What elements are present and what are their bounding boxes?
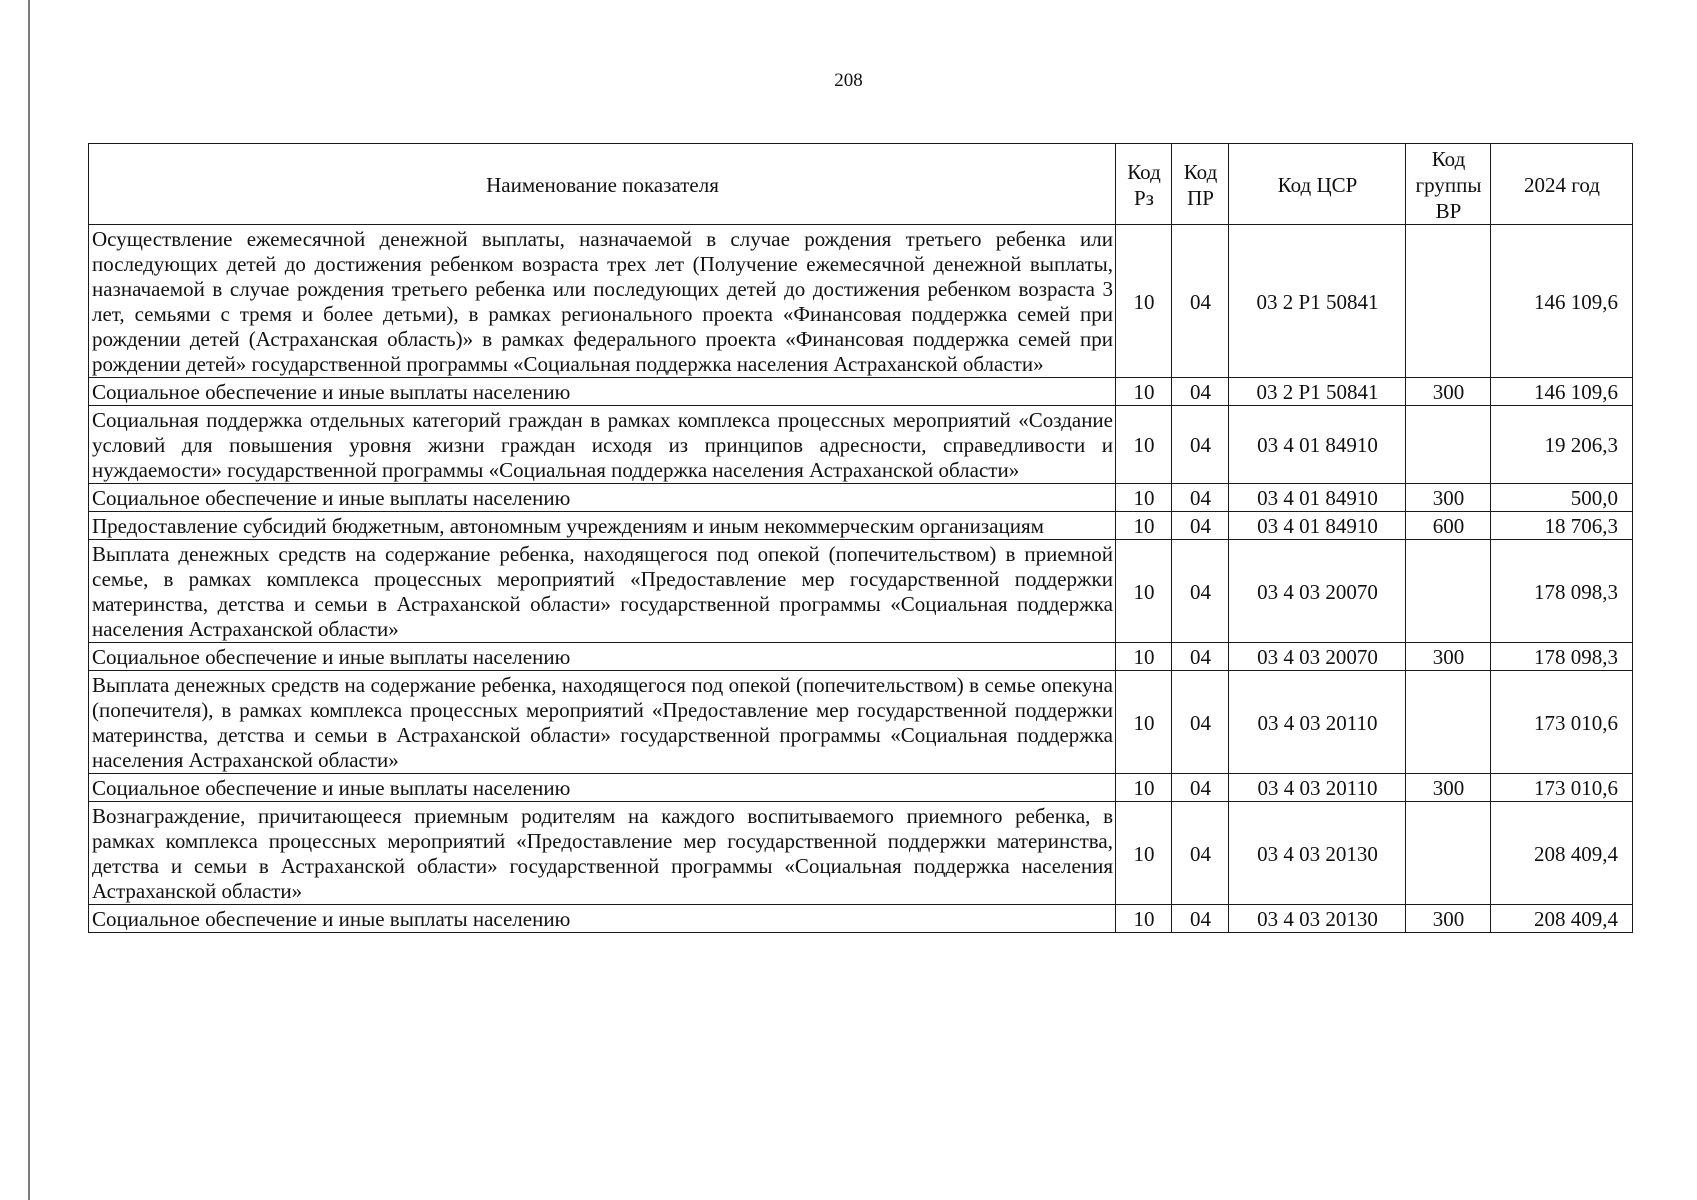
cell-pr: 04 [1172, 671, 1229, 774]
cell-csr: 03 2 Р1 50841 [1229, 378, 1406, 406]
cell-pr: 04 [1172, 540, 1229, 643]
cell-pr: 04 [1172, 802, 1229, 905]
table-row [89, 774, 1633, 802]
cell-amount: 208 409,4 [1491, 802, 1633, 905]
cell-pr: 04 [1172, 484, 1229, 512]
cell-vr [1406, 540, 1491, 643]
cell-name: Социальное обеспечение и иные выплаты населению [89, 484, 1116, 512]
table-row [89, 802, 1633, 905]
cell-amount: 500,0 [1491, 484, 1633, 512]
header-year: 2024 год [1491, 144, 1633, 225]
cell-rz: 10 [1116, 905, 1172, 933]
cell-csr: 03 2 Р1 50841 [1229, 225, 1406, 378]
page-number: 208 [834, 70, 863, 91]
cell-csr: 03 4 01 84910 [1229, 406, 1406, 484]
table-row [89, 378, 1633, 406]
cell-name: Выплата денежных средств на содержание ребенка, находящегося под опекой (попечительством) в семье опекуна (попечителя), в рамках комплекса процессных мероприятий «Предоставление мер государственной поддержки материнства, детства и семьи в Астраханской области» государственной программы «Социальная поддержка населения Астраханской области» [89, 671, 1116, 774]
cell-pr: 04 [1172, 905, 1229, 933]
cell-amount: 146 109,6 [1491, 378, 1633, 406]
cell-name: Социальное обеспечение и иные выплаты населению [89, 643, 1116, 671]
cell-rz: 10 [1116, 378, 1172, 406]
cell-csr: 03 4 01 84910 [1229, 484, 1406, 512]
header-name: Наименование показателя [89, 144, 1116, 225]
cell-pr: 04 [1172, 378, 1229, 406]
cell-pr: 04 [1172, 225, 1229, 378]
cell-rz: 10 [1116, 512, 1172, 540]
cell-rz: 10 [1116, 484, 1172, 512]
table-row [89, 671, 1633, 774]
header-vr: Код группы ВР [1406, 144, 1491, 225]
table-row [89, 540, 1633, 643]
cell-amount: 178 098,3 [1491, 540, 1633, 643]
cell-name: Социальное обеспечение и иные выплаты населению [89, 905, 1116, 933]
cell-amount: 146 109,6 [1491, 225, 1633, 378]
cell-amount: 178 098,3 [1491, 643, 1633, 671]
cell-vr: 600 [1406, 512, 1491, 540]
cell-name: Социальная поддержка отдельных категорий граждан в рамках комплекса процессных мероприятий «Создание условий для повышения уровня жизни граждан исходя из принципов адресности, справедливости и нуждаемости» государственной программы «Социальная поддержка населения Астраханской области» [89, 406, 1116, 484]
header-csr: Код ЦСР [1229, 144, 1406, 225]
header-pr: Код ПР [1172, 144, 1229, 225]
scan-left-edge-line [28, 0, 30, 1200]
cell-amount: 208 409,4 [1491, 905, 1633, 933]
cell-name: Социальное обеспечение и иные выплаты населению [89, 378, 1116, 406]
cell-csr: 03 4 01 84910 [1229, 512, 1406, 540]
cell-vr [1406, 406, 1491, 484]
cell-rz: 10 [1116, 802, 1172, 905]
cell-amount: 173 010,6 [1491, 774, 1633, 802]
cell-pr: 04 [1172, 643, 1229, 671]
cell-amount: 18 706,3 [1491, 512, 1633, 540]
cell-name: Вознаграждение, причитающееся приемным родителям на каждого воспитываемого приемного ребенка, в рамках комплекса процессных мероприятий «Предоставление мер государственной поддержки материнства, детства и семьи в Астраханской области» государственной программы «Социальная поддержка населения Астраханской области» [89, 802, 1116, 905]
cell-csr: 03 4 03 20110 [1229, 671, 1406, 774]
cell-name: Социальное обеспечение и иные выплаты населению [89, 774, 1116, 802]
cell-vr: 300 [1406, 378, 1491, 406]
cell-pr: 04 [1172, 406, 1229, 484]
header-rz: Код Рз [1116, 144, 1172, 225]
table-header-row [89, 144, 1633, 225]
cell-csr: 03 4 03 20110 [1229, 774, 1406, 802]
table-row [89, 484, 1633, 512]
cell-vr [1406, 671, 1491, 774]
cell-name: Выплата денежных средств на содержание ребенка, находящегося под опекой (попечительством) в приемной семье, в рамках комплекса процессных мероприятий «Предоставление мер государственной поддержки материнства, детства и семьи в Астраханской области» государственной программы «Социальная поддержка населения Астраханской области» [89, 540, 1116, 643]
cell-amount: 173 010,6 [1491, 671, 1633, 774]
cell-csr: 03 4 03 20070 [1229, 643, 1406, 671]
table-row [89, 225, 1633, 378]
cell-rz: 10 [1116, 225, 1172, 378]
cell-csr: 03 4 03 20130 [1229, 905, 1406, 933]
cell-rz: 10 [1116, 406, 1172, 484]
cell-vr: 300 [1406, 484, 1491, 512]
table-row [89, 406, 1633, 484]
cell-vr: 300 [1406, 774, 1491, 802]
cell-amount: 19 206,3 [1491, 406, 1633, 484]
budget-table [88, 143, 1633, 933]
cell-vr [1406, 225, 1491, 378]
cell-name: Осуществление ежемесячной денежной выплаты, назначаемой в случае рождения третьего ребенка или последующих детей до достижения ребенком возраста трех лет (Получение ежемесячной денежной выплаты, назначаемой в случае рождения третьего ребенка или последующих детей до достижения ребенком возраста 3 лет, семьями с тремя и более детьми), в рамках регионального проекта «Финансовая поддержка семей при рождении детей (Астраханская область)» в рамках федерального проекта «Финансовая поддержка семей при рождении детей» государственной программы «Социальная поддержка населения Астраханской области» [89, 225, 1116, 378]
cell-csr: 03 4 03 20070 [1229, 540, 1406, 643]
cell-rz: 10 [1116, 671, 1172, 774]
table-row [89, 905, 1633, 933]
cell-name: Предоставление субсидий бюджетным, автономным учреждениям и иным некоммерческим организациям [89, 512, 1116, 540]
cell-vr: 300 [1406, 905, 1491, 933]
cell-pr: 04 [1172, 512, 1229, 540]
cell-csr: 03 4 03 20130 [1229, 802, 1406, 905]
cell-rz: 10 [1116, 643, 1172, 671]
cell-vr [1406, 802, 1491, 905]
cell-rz: 10 [1116, 774, 1172, 802]
cell-rz: 10 [1116, 540, 1172, 643]
table-row [89, 512, 1633, 540]
cell-vr: 300 [1406, 643, 1491, 671]
cell-pr: 04 [1172, 774, 1229, 802]
table-row [89, 643, 1633, 671]
